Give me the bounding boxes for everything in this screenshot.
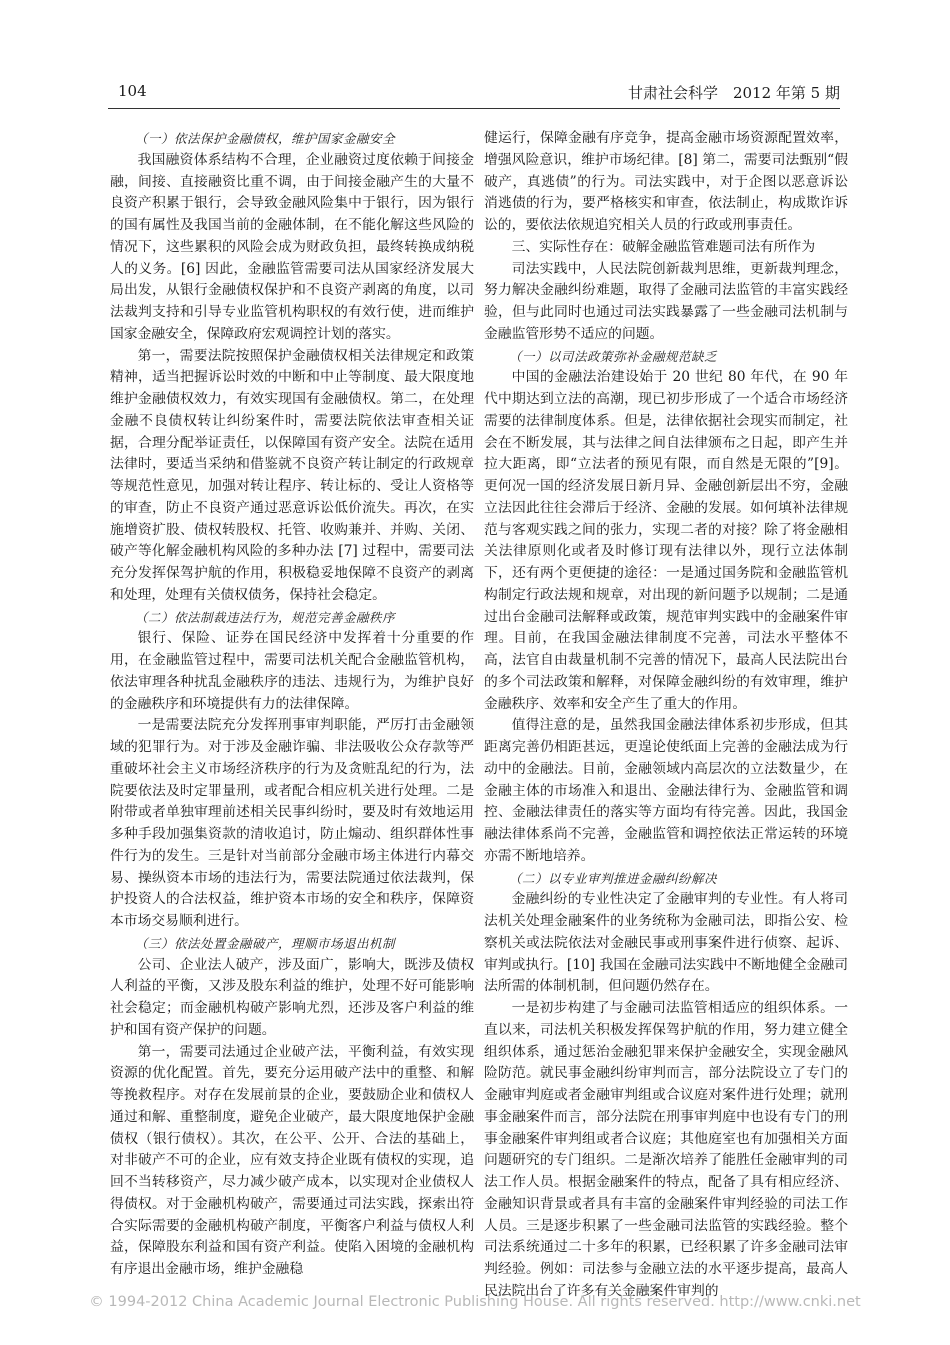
paragraph: 第一，需要司法通过企业破产法，平衡利益，有效实现资源的优化配置。首先，要充分运用破产法中的重整、和解等挽救程序。对存在发展前景的企业，要鼓励企业和债权人通过和解、重整制度，避免企业破产，最大限度地保护金融债权（银行债权）。其次，在公平、公开、合法的基础上，对非破产不可的企业，应有效支持企业既有债权的实现，追回不当转移资产，尽力减少破产成本，以实现对企业债权人得债权。对于金融机构破产，需要通过司法实践，探索出符合实际需要的金融机构破产制度，平衡客户利益与债权人利益，保障股东利益和国有资产利益。使陷入困境的金融机构有序退出金融市场，维护金融稳 xyxy=(110,1043,474,1277)
section-heading: （一）以司法政策弥补金融规范缺乏 xyxy=(509,348,718,364)
section-heading: （三）依法处置金融破产，理顺市场退出机制 xyxy=(135,935,396,951)
paragraph: 银行、保险、证券在国民经济中发挥着十分重要的作用，在金融监管过程中，需要司法机关配合金融监管机构，依法审理各种扰乱金融秩序的违法、违规行为，为维护良好的金融秩序和环境提供有力的法律保障。 xyxy=(110,630,474,712)
paragraph: 值得注意的是，虽然我国金融法律体系初步形成，但其距离完善仍相距甚远，更遑论使纸面上完善的金融法成为行动中的金融法。目前，金融领域内高层次的立法数量少，在金融主体的市场准入和退出、金融法律行为、金融监管和调控、金融法律责任的落实等方面均有待完善。因此，我国金融法律体系尚不完善，金融监管和调控依法正常运转的环境亦需不断地培养。 xyxy=(484,717,848,864)
paragraph: 第一，需要法院按照保护金融债权相关法律规定和政策精神，适当把握诉讼时效的中断和中止等制度、最大限度地维护金融债权效力，有效实现国有金融债权。第二，在处理金融不良债权转让纠纷案件时，需要法院依法审查相关证据，合理分配举证责任，以保障国有资产安全。法院在适用法律时，要适当采纳和借鉴就不良资产转让制定的行政规章等规范性意见，加强对转让程序、转让标的、受让人资格等的审查，防止不良资产通过恶意诉讼低价流失。再次，在实施增资扩股、债权转股权、托管、收购兼并、并购、关闭、破产等化解金融机构风险的多种办法 [7] 过程中，需要司法充分发挥保驾护航的作用，积极稳妥地保障不良资产的剥离和处理，处理有关债权债务，保持社会稳定。 xyxy=(110,347,474,603)
paragraph: 司法实践中，人民法院创新裁判思维，更新裁判理念，努力解决金融纠纷难题，取得了金融司法监管的丰富实践经验，但与此同时也通过司法实践暴露了一些金融司法机制与金融监管形势不适应的问题。 xyxy=(484,260,848,342)
section-title: 三、实际性存在：破解金融监管难题司法有所作为 xyxy=(511,238,816,255)
paragraph-continued: 健运行，保障金融有序竞争，提高金融市场资源配置效率，增强风险意识，维护市场纪律。[8] 第二，需要司法甄别“假破产，真逃债”的行为。司法实践中，对于企图以恶意诉讼消逃债的行为，要严格核实和审查，依法制止，构成欺诈诉讼的，要依法依规追究相关人员的行政或刑事责任。 xyxy=(484,130,848,233)
section-heading: （二）以专业审判推进金融纠纷解决 xyxy=(509,870,718,886)
left-column xyxy=(110,128,474,1281)
section-heading: （二）依法制裁违法行为，规范完善金融秩序 xyxy=(135,609,396,625)
section-heading: （一）依法保护金融债权，维护国家金融安全 xyxy=(135,131,396,146)
journal-title: 甘肃社会科学 2012 年第 5 期 xyxy=(627,84,840,102)
paragraph: 我国融资体系结构不合理，企业融资过度依赖于间接金融，间接、直接融资比重不调，由于间接金融产生的大量不良资产积累于银行，会导致金融风险集中于银行，因为银行的国有属性及我国当前的金融体制，在不能化解这些风险的情况下，这些累积的风险会成为财政负担，最终转换成纳税人的义务。[6] 因此，金融监管需要司法从国家经济发展大局出发，从银行金融债权保护和不良资产剥离的角度，以司法裁判支持和引导专业监管机构职权的有效行使，进而维护国家金融安全，保障政府宏观调控计划的落实。 xyxy=(110,151,474,342)
page-number: 104 xyxy=(118,82,147,100)
paragraph: 公司、企业法人破产，涉及面广，影响大，既涉及债权人利益的平衡，又涉及股东利益的维护，处理不好可能影响社会稳定；而金融机构破产影响尤烈，还涉及客户利益的维护和国有资产保护的问题。 xyxy=(110,956,474,1038)
paragraph: 中国的金融法治建设始于 20 世纪 80 年代，在 90 年代中期达到立法的高潮，现已初步形成了一个适合市场经济需要的法律制度体系。但是，法律依据社会现实而制定，社会在不断发展，其与法律之间自法律颁布之日起，即产生并拉大距离，即“立法者的预见有限，而自然是无限的”[9]。更何况一国的经济发展日新月异、金融创新层出不穷，金融立法因此往往会滞后于经济、金融的发展。如何填补法律规范与客观实践之间的张力，实现二者的对接？除了将金融相关法律原则化或者及时修订现有法律以外，现行立法体制下，还有两个更便捷的途径：一是通过国务院和金融监管机构制定行政法规和规章，对出现的新问题予以规制；二是通过出台金融司法解释或政策，规范审判实践中的金融案件审理。目前，在我国金融法律制度不完善，司法水平整体不高，法官自由裁量机制不完善的情况下，最高人民法院出台的多个司法政策和解释，对保障金融纠纷的有效审理，维护金融秩序、效率和安全产生了重大的作用。 xyxy=(484,369,848,712)
copyright-footer: © 1994-2012 China Academic Journal Electronic Publishing House. All rights reserved. http://www.cnki.net xyxy=(89,1294,861,1310)
right-column xyxy=(484,128,848,1303)
page-header xyxy=(108,80,840,109)
paragraph: 一是初步构建了与金融司法监管相适应的组织体系。一直以来，司法机关积极发挥保驾护航的作用，努力建立健全组织体系，通过惩治金融犯罪来保护金融安全，实现金融风险防范。就民事金融纠纷审判而言，部分法院设立了专门的金融审判庭或者金融审判组或合议庭对案件进行处理；就刑事金融案件而言，部分法院在刑事审判庭中也设有专门的刑事金融案件审判组或者合议庭；其他庭室也有加强相关方面问题研究的专门组织。二是渐次培养了能胜任金融审判的司法工作人员。根据金融案件的特点，配备了具有相应经济、金融知识背景或者具有丰富的金融案件审判经验的司法工作人员。三是逐步积累了一些金融司法监管的实践经验。整个司法系统通过二十多年的积累，已经积累了许多金融司法审判经验。例如：司法参与金融立法的水平逐步提高，最高人民法院出台了许多有关金融案件审判的 xyxy=(484,1000,848,1299)
paragraph: 金融纠纷的专业性决定了金融审判的专业性。有人将司法机关处理金融案件的业务统称为金融司法，即指公安、检察机关或法院依法对金融民事或刑事案件进行侦察、起诉、审判或执行。[10] 我国在金融司法实践中不断地健全金融司法所需的体制机制，但问题仍然存在。 xyxy=(484,891,848,995)
paragraph: 一是需要法院充分发挥刑事审判职能，严厉打击金融领域的犯罪行为。对于涉及金融诈骗、非法吸收公众存款等严重破坏社会主义市场经济秩序的行为及贪赃乱纪的行为，法院要依法及时定罪量刑，或者配合相应机关进行处理。二是附带或者单独审理前述相关民事纠纷时，要及时有效地运用多种手段加强集资款的清收追讨，防止煽动、组织群体性事件行为的发生。三是针对当前部分金融市场主体进行内幕交易、操纵资本市场的违法行为，需要法院通过依法裁判，保护投资人的合法权益，维护资本市场的安全和秩序，保障资本市场交易顺利进行。 xyxy=(110,717,474,929)
